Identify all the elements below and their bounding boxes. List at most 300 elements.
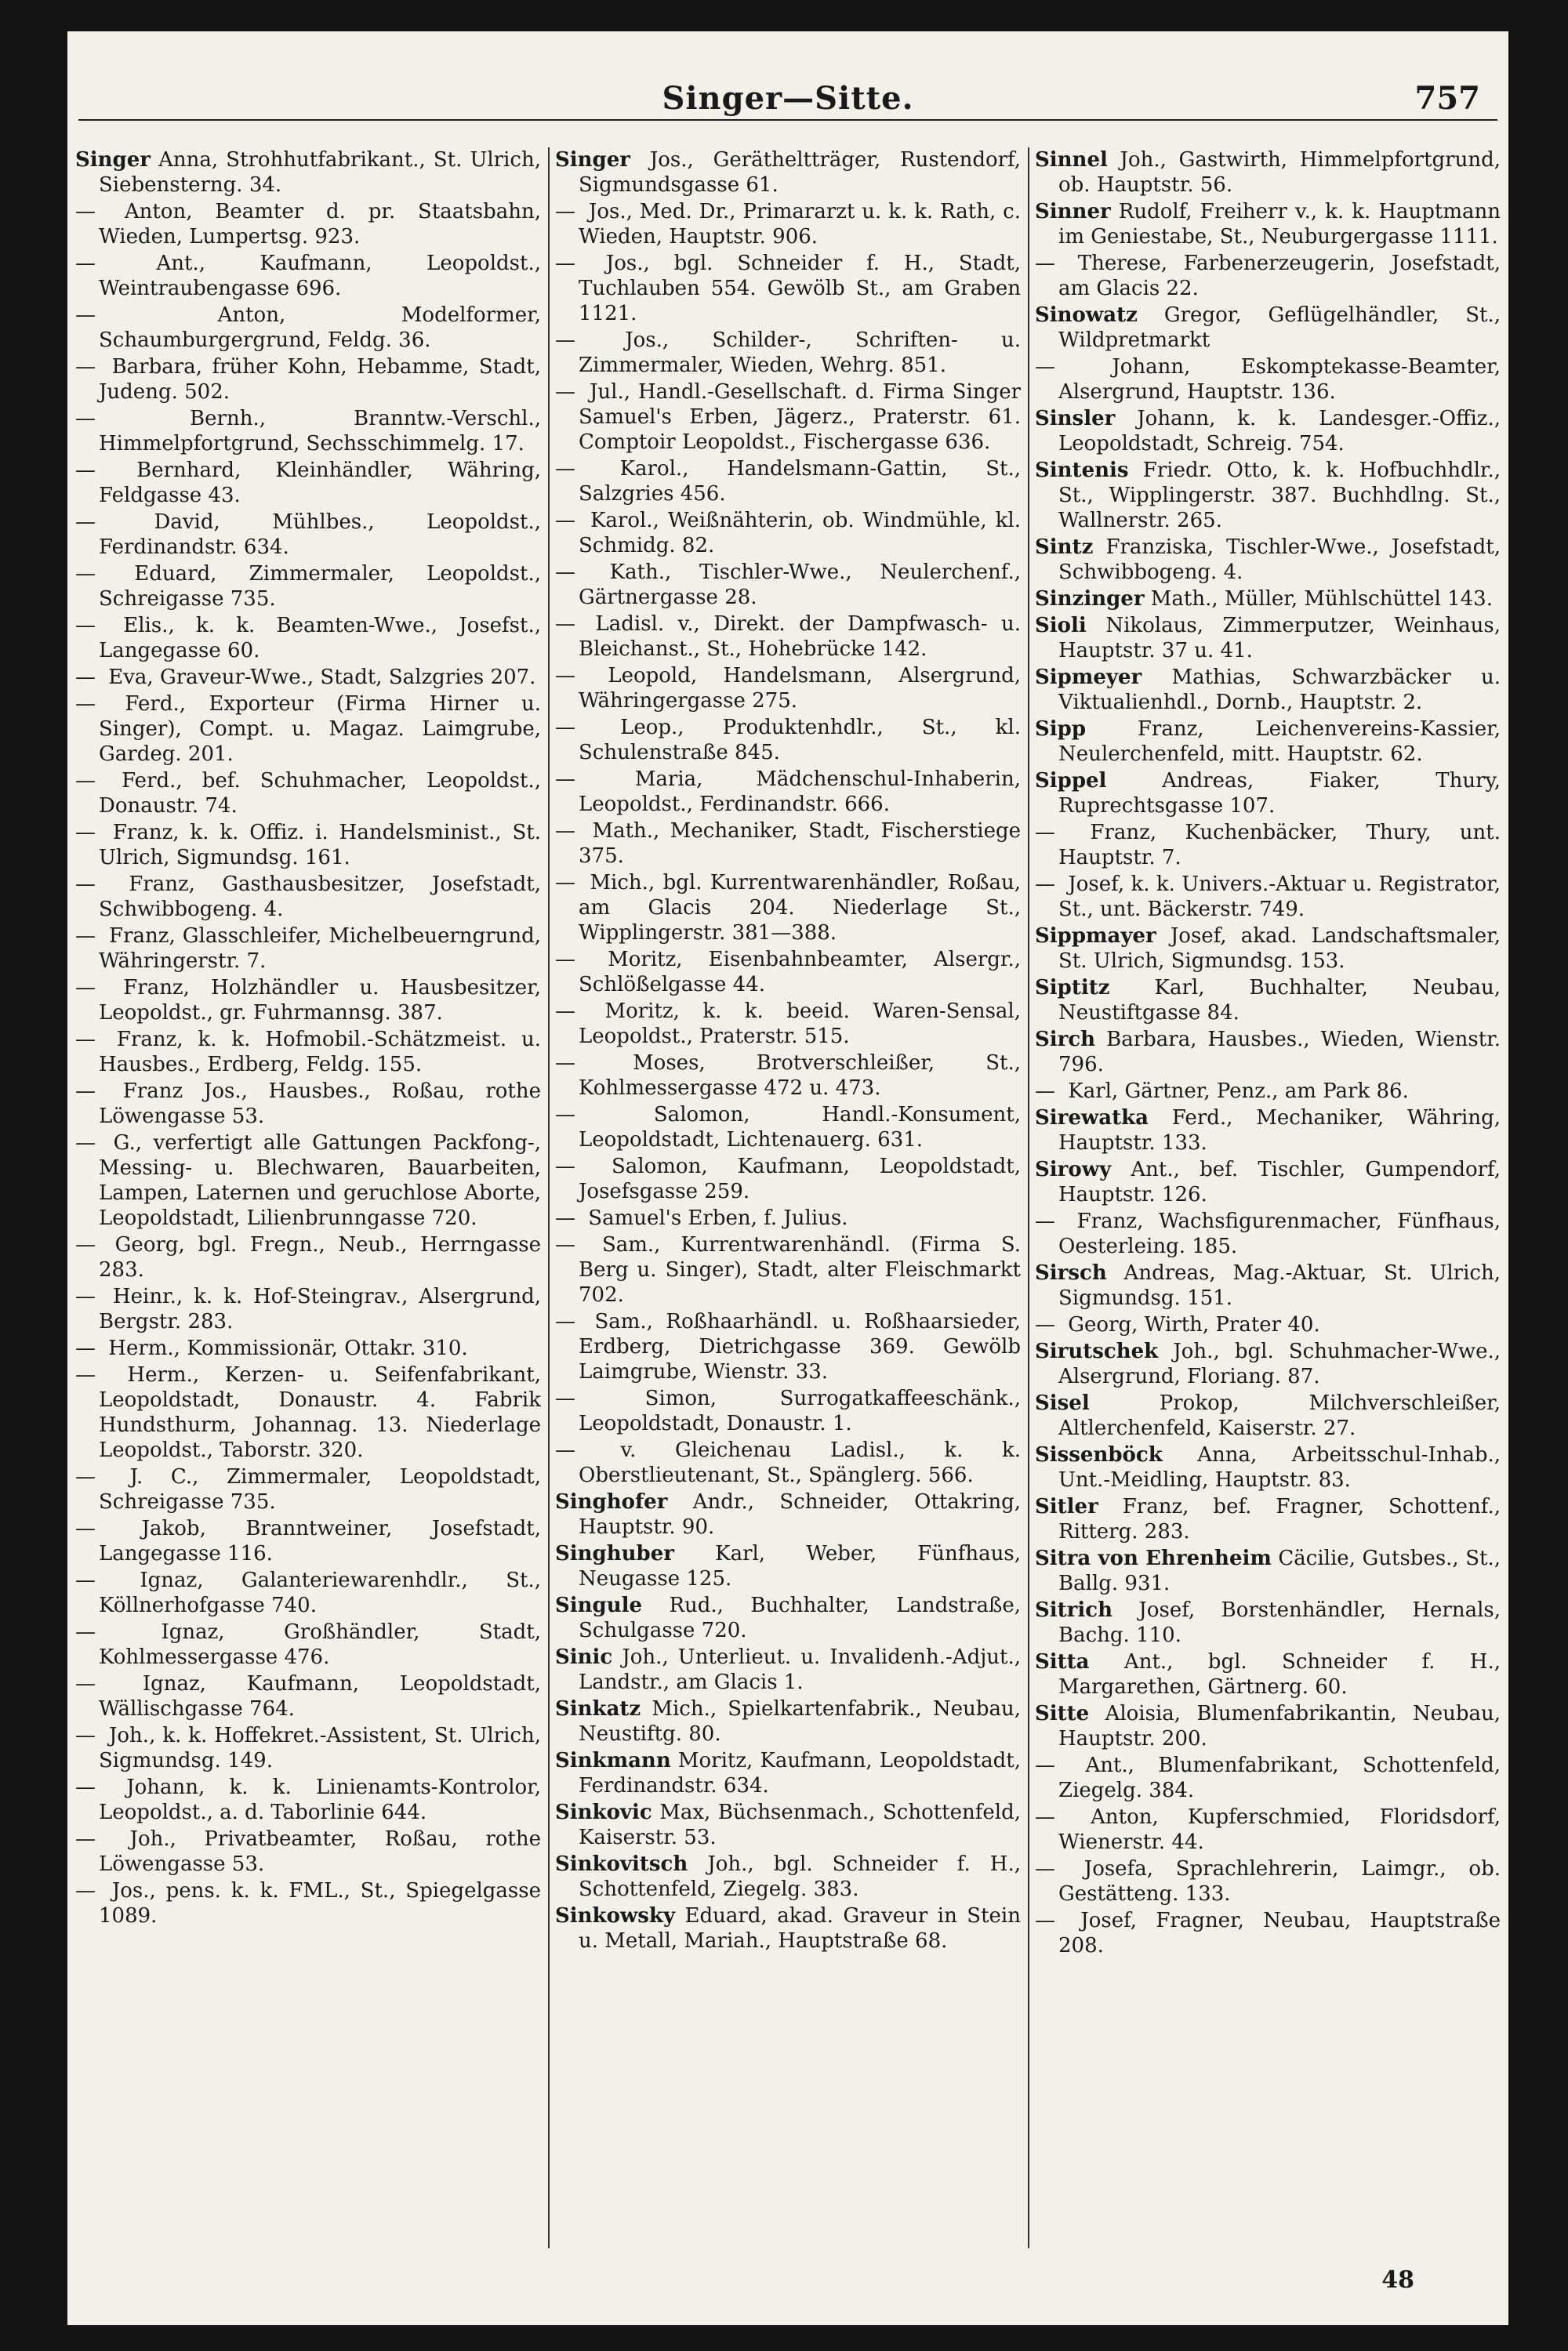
entry-details: G., verfertigt alle Gattungen Packfong-, Messing- u. Blechwaren, Bauarbeiten, Lampen, Laternen und geruchlose Aborte, Leopoldstadt, Lilienbrunngasse 720. — [99, 1131, 541, 1230]
entry-details: Mathias, Schwarzbäcker u. Viktualienhdl., Dornb., Hauptstr. 2. — [1058, 666, 1501, 714]
entry-details: Aloisia, Blumenfabrikantin, Neubau, Hauptstr. 200. — [1058, 1702, 1501, 1751]
page-header — [67, 80, 1508, 135]
entry-details: Samuel's Erben, f. Julius. — [588, 1206, 848, 1230]
directory-entry — [555, 560, 1021, 610]
directory-entry — [1035, 1649, 1501, 1700]
entry-details: Moritz, Kaufmann, Leopoldstadt, Ferdinandstr. 634. — [579, 1749, 1021, 1798]
entry-surname: Singer — [75, 148, 151, 172]
entry-details: Karol., Handelsmann-Gattin, St., Salzgries 456. — [579, 457, 1021, 506]
entry-details: Salomon, Handl.-Konsument, Leopoldstadt, Lichtenauerg. 631. — [579, 1103, 1021, 1152]
ditto-dash: — — [75, 666, 96, 689]
entry-details: Jos., Gerätheltträger, Rustendorf, Sigmundsgasse 61. — [579, 148, 1021, 197]
entry-surname: Sinic — [555, 1645, 613, 1669]
directory-entry — [555, 1645, 1021, 1695]
entry-details: Ant., Kaufmann, Leopoldst., Weintraubengasse 696. — [99, 252, 541, 300]
entry-details: Cäcilie, Gutsbes., St., Ballg. 931. — [1058, 1547, 1501, 1595]
ditto-dash: — — [75, 821, 96, 844]
directory-entry — [75, 251, 541, 301]
directory-entry — [555, 663, 1021, 713]
entry-details: Josef, akad. Landschaftsmaler, St. Ulrich, Sigmundsg. 153. — [1058, 924, 1501, 973]
ditto-dash: — — [75, 1028, 96, 1051]
ditto-dash: — — [1035, 252, 1055, 275]
ditto-dash: — — [555, 328, 575, 352]
page-number: 757 — [1414, 80, 1480, 117]
entry-surname: Sippel — [1035, 769, 1107, 793]
entry-surname: Sirch — [1035, 1028, 1096, 1051]
directory-entry — [555, 1748, 1021, 1798]
entry-surname: Sippmayer — [1035, 924, 1156, 948]
directory-entry — [1035, 768, 1501, 818]
directory-entry — [555, 1903, 1021, 1954]
directory-entry — [555, 999, 1021, 1049]
entry-details: Joh., bgl. Schuhmacher-Wwe., Alsergrund, Floriang. 87. — [1058, 1340, 1501, 1388]
entry-details: Ant., Blumenfabrikant, Schottenfeld, Ziegelg. 384. — [1058, 1754, 1501, 1802]
entry-surname: Sisel — [1035, 1391, 1090, 1415]
entry-details: Mich., bgl. Kurrentwarenhändler, Roßau, am Glacis 204. Niederlage St., Wipplingerstr. 381—388. — [579, 871, 1021, 945]
ditto-dash: — — [555, 716, 575, 739]
directory-entry — [1035, 1391, 1501, 1441]
ditto-dash: — — [75, 769, 96, 793]
entry-details: Elis., k. k. Beamten-Wwe., Josefst., Langegasse 60. — [99, 614, 541, 662]
directory-entry — [555, 1489, 1021, 1540]
entry-details: Ferd., Mechaniker, Währing, Hauptstr. 133. — [1058, 1106, 1501, 1155]
directory-entry — [1035, 1339, 1501, 1389]
entry-surname: Sinzinger — [1035, 587, 1145, 611]
directory-entry — [75, 147, 541, 198]
column-divider — [1028, 147, 1029, 2248]
ditto-dash: — — [75, 1233, 96, 1257]
entry-surname: Sinsler — [1035, 407, 1116, 430]
entry-details: Franz, Gasthausbesitzer, Josefstadt, Schwibbogeng. 4. — [99, 873, 541, 921]
entry-details: Ant., bgl. Schneider f. H., Margarethen, Gärtnerg. 60. — [1058, 1650, 1501, 1699]
ditto-dash: — — [75, 1620, 96, 1644]
directory-entry — [75, 458, 541, 508]
directory-entry — [75, 613, 541, 663]
ditto-dash: — — [75, 1827, 96, 1851]
entry-surname: Sinkovitsch — [555, 1852, 688, 1876]
entry-details: Ant., bef. Tischler, Gumpendorf, Hauptstr. 126. — [1058, 1158, 1501, 1206]
entry-details: Sam., Kurrentwarenhändl. (Firma S. Berg u. Singer), Stadt, alter Fleischmarkt 702. — [579, 1233, 1021, 1307]
column-right — [1035, 147, 1501, 2248]
ditto-dash: — — [1035, 1079, 1055, 1103]
directory-entry — [75, 1232, 541, 1283]
entry-surname: Sinowatz — [1035, 303, 1138, 327]
directory-entry — [555, 715, 1021, 765]
entry-details: Franz, k. k. Hofmobil.-Schätzmeist. u. Hausbes., Erdberg, Feldg. 155. — [99, 1028, 541, 1076]
ditto-dash: — — [75, 976, 96, 1000]
ditto-dash: — — [555, 1233, 575, 1257]
entry-details: Johann, Eskomptekasse-Beamter, Alsergrund, Hauptstr. 136. — [1058, 355, 1501, 404]
directory-entry — [1035, 1027, 1501, 1077]
entry-details: Johann, k. k. Landesger.-Offiz., Leopoldstadt, Schreig. 754. — [1058, 407, 1501, 455]
entry-details: Mich., Spielkartenfabrik., Neubau, Neustiftg. 80. — [579, 1697, 1021, 1746]
ditto-dash: — — [75, 355, 96, 379]
ditto-dash: — — [555, 871, 575, 894]
directory-entry — [555, 1438, 1021, 1488]
entry-details: Andr., Schneider, Ottakring, Hauptstr. 90. — [579, 1490, 1021, 1539]
header-rule — [78, 119, 1497, 121]
directory-entry — [75, 1775, 541, 1825]
entry-details: Friedr. Otto, k. k. Hofbuchhdlr., St., Wipplingerstr. 387. Buchhdlng. St., Wallnerstr. 265. — [1058, 459, 1501, 532]
directory-entry — [555, 1800, 1021, 1850]
directory-entry — [1035, 458, 1501, 533]
ditto-dash: — — [75, 692, 96, 716]
entry-details: Jos., bgl. Schneider f. H., Stadt, Tuchlauben 554. Gewölb St., am Graben 1121. — [579, 252, 1021, 325]
directory-entry — [555, 147, 1021, 198]
directory-entry — [1035, 1856, 1501, 1907]
entry-details: Rud., Buchhalter, Landstraße, Schulgasse 720. — [579, 1594, 1021, 1642]
directory-entry — [75, 975, 541, 1025]
directory-entry — [75, 406, 541, 456]
ditto-dash: — — [75, 873, 96, 896]
directory-entry — [1035, 1079, 1501, 1104]
entry-details: Moritz, k. k. beeid. Waren-Sensal, Leopoldst., Praterstr. 515. — [579, 1000, 1021, 1048]
directory-entry — [555, 1593, 1021, 1643]
entry-surname: Sirowy — [1035, 1158, 1112, 1181]
entry-details: Georg, bgl. Fregn., Neub., Herrngasse 283. — [99, 1233, 541, 1282]
entry-details: Jos., Schilder-, Schriften- u. Zimmermaler, Wieden, Wehrg. 851. — [579, 328, 1021, 377]
entry-surname: Sipp — [1035, 717, 1087, 741]
directory-entry — [75, 1130, 541, 1231]
entry-surname: Sitler — [1035, 1495, 1098, 1518]
entry-surname: Sinkovic — [555, 1801, 652, 1824]
ditto-dash: — — [555, 252, 575, 275]
ditto-dash: — — [555, 1439, 575, 1462]
directory-entry — [75, 561, 541, 611]
ditto-dash: — — [1035, 1210, 1055, 1233]
entry-details: Josef, Fragner, Neubau, Hauptstraße 208. — [1058, 1909, 1501, 1957]
directory-entry — [555, 1852, 1021, 1902]
ditto-dash: — — [555, 1206, 575, 1230]
entry-details: Anton, Modelformer, Schaumburgergrund, Feldg. 36. — [99, 303, 541, 352]
ditto-dash: — — [1035, 1909, 1055, 1932]
ditto-dash: — — [555, 664, 575, 688]
entry-details: Moses, Brotverschleißer, St., Kohlmessergasse 472 u. 473. — [579, 1051, 1021, 1100]
directory-entry — [1035, 975, 1501, 1025]
entry-surname: Sintenis — [1035, 459, 1129, 482]
directory-entry — [555, 1206, 1021, 1231]
directory-entry — [75, 665, 541, 690]
directory-entry — [75, 1027, 541, 1077]
directory-entry — [75, 1878, 541, 1928]
directory-entry — [75, 1336, 541, 1361]
running-head: Singer—Sitte. — [662, 80, 914, 117]
entry-details: Josef, Borstenhändler, Hernals, Bachg. 110. — [1058, 1598, 1501, 1647]
directory-entry — [1035, 586, 1501, 611]
entry-details: Andreas, Fiaker, Thury, Ruprechtsgasse 107. — [1058, 769, 1501, 818]
directory-entry — [555, 611, 1021, 662]
entry-details: Josefa, Sprachlehrerin, Laimgr., ob. Gestätteng. 133. — [1058, 1857, 1501, 1906]
entry-surname: Sirsch — [1035, 1261, 1107, 1285]
directory-entry — [1035, 923, 1501, 974]
entry-surname: Sinnel — [1035, 148, 1108, 172]
entry-details: Eva, Graveur-Wwe., Stadt, Salzgries 207. — [108, 666, 536, 689]
entry-details: Barbara, früher Kohn, Hebamme, Stadt, Judeng. 502. — [99, 355, 541, 404]
entry-details: Prokop, Milchverschleißer, Altlerchenfeld, Kaiserstr. 27. — [1058, 1391, 1501, 1440]
entry-details: Georg, Wirth, Prater 40. — [1068, 1313, 1320, 1337]
entry-details: Joh., Privatbeamter, Roßau, rothe Löwengasse 53. — [99, 1827, 541, 1876]
entry-details: Anna, Arbeitsschul-Inhab., Unt.-Meidling, Hauptstr. 83. — [1058, 1443, 1501, 1492]
entry-details: Kath., Tischler-Wwe., Neulerchenf., Gärtnergasse 28. — [579, 561, 1021, 609]
entry-surname: Siptitz — [1035, 976, 1110, 1000]
directory-entry — [555, 1050, 1021, 1101]
entry-details: Joh., k. k. Hoffekret.-Assistent, St. Ulrich, Sigmundsg. 149. — [99, 1724, 541, 1772]
directory-entry — [1035, 872, 1501, 922]
directory-entry — [75, 768, 541, 818]
entry-details: Joh., Unterlieut. u. Invalidenh.-Adjut., Landstr., am Glacis 1. — [579, 1645, 1021, 1694]
ditto-dash: — — [75, 1879, 96, 1903]
ditto-dash: — — [555, 612, 575, 636]
ditto-dash: — — [75, 1131, 96, 1155]
entry-details: Franz, Leichenvereins-Kassier, Neulerchenfeld, mitt. Hauptstr. 62. — [1058, 717, 1501, 766]
directory-entry — [75, 1284, 541, 1334]
entry-details: J. C., Zimmermaler, Leopoldstadt, Schreigasse 735. — [99, 1465, 541, 1514]
ditto-dash: — — [75, 1285, 96, 1308]
entry-details: Eduard, akad. Graveur in Stein u. Metall, Mariah., Hauptstraße 68. — [579, 1904, 1021, 1953]
entry-details: Sam., Roßhaarhändl. u. Roßhaarsieder, Erdberg, Dietrichgasse 369. Gewölb Laimgrube, Wienstr. 33. — [579, 1310, 1021, 1384]
entry-surname: Sirutschek — [1035, 1340, 1159, 1363]
ditto-dash: — — [75, 1517, 96, 1540]
ditto-dash: — — [1035, 1857, 1055, 1881]
entry-surname: Sitte — [1035, 1702, 1090, 1725]
ditto-dash: — — [555, 1387, 575, 1410]
entry-details: Anton, Beamter d. pr. Staatsbahn, Wieden, Lumpertsg. 923. — [99, 200, 541, 249]
entry-surname: Sintz — [1035, 535, 1094, 559]
entry-details: Moritz, Eisenbahnbeamter, Alsergr., Schlößelgasse 44. — [579, 948, 1021, 996]
entry-surname: Sinkmann — [555, 1749, 671, 1772]
directory-entry — [1035, 613, 1501, 663]
entry-surname: Sinkowsky — [555, 1904, 676, 1928]
entry-details: Jos., Med. Dr., Primararzt u. k. k. Rath, c. Wieden, Hauptstr. 906. — [579, 200, 1021, 249]
ditto-dash: — — [1035, 1313, 1055, 1337]
entry-details: Franz, Kuchenbäcker, Thury, unt. Hauptstr. 7. — [1058, 821, 1501, 869]
ditto-dash: — — [555, 1155, 575, 1178]
entry-details: Simon, Surrogatkaffeeschänk., Leopoldstadt, Donaustr. 1. — [579, 1387, 1021, 1435]
entry-details: Salomon, Kaufmann, Leopoldstadt, Josefsgasse 259. — [579, 1155, 1021, 1203]
entry-details: Joh., Gastwirth, Himmelpfortgrund, ob. Hauptstr. 56. — [1058, 148, 1501, 197]
entry-details: Andreas, Mag.-Aktuar, St. Ulrich, Sigmundsg. 151. — [1058, 1261, 1501, 1310]
entry-details: Herm., Kommissionär, Ottakr. 310. — [108, 1337, 468, 1360]
column-divider — [548, 147, 550, 2248]
entry-details: Ignaz, Großhändler, Stadt, Kohlmessergasse 476. — [99, 1620, 541, 1669]
entry-details: Max, Büchsenmach., Schottenfeld, Kaiserstr. 53. — [579, 1801, 1021, 1849]
directory-entry — [1035, 1908, 1501, 1958]
directory-entry — [1035, 1494, 1501, 1544]
ditto-dash: — — [1035, 355, 1055, 379]
entry-details: Leop., Produktenhdlr., St., kl. Schulenstraße 845. — [579, 716, 1021, 764]
ditto-dash: — — [555, 1051, 575, 1075]
directory-entry — [555, 199, 1021, 249]
ditto-dash: — — [75, 562, 96, 586]
entry-surname: Singhuber — [555, 1542, 674, 1566]
entry-surname: Sipmeyer — [1035, 666, 1142, 689]
ditto-dash: — — [555, 1000, 575, 1023]
ditto-dash: — — [75, 1465, 96, 1489]
directory-entry — [75, 872, 541, 922]
entry-details: Ignaz, Galanteriewarenhdlr., St., Köllnerhofgasse 740. — [99, 1569, 541, 1617]
entry-details: Math., Mechaniker, Stadt, Fischerstiege 375. — [579, 819, 1021, 868]
directory-entry — [75, 1723, 541, 1773]
entry-details: Ferd., Exporteur (Firma Hirner u. Singer), Compt. u. Magaz. Laimgrube, Gardeg. 201. — [99, 692, 541, 766]
ditto-dash: — — [555, 457, 575, 481]
ditto-dash: — — [1035, 873, 1055, 896]
entry-details: Karl, Weber, Fünfhaus, Neugasse 125. — [579, 1542, 1021, 1591]
directory-entry — [75, 1827, 541, 1877]
ditto-dash: — — [1035, 1805, 1055, 1829]
ditto-dash: — — [75, 1569, 96, 1592]
directory-entry — [555, 767, 1021, 817]
directory-entry — [1035, 1209, 1501, 1259]
entry-details: Franz Jos., Hausbes., Roßau, rothe Löwengasse 53. — [99, 1079, 541, 1128]
directory-entry — [1035, 665, 1501, 715]
directory-entry — [75, 1079, 541, 1129]
entry-details: Ferd., bef. Schuhmacher, Leopoldst., Donaustr. 74. — [99, 769, 541, 818]
directory-entry — [75, 1464, 541, 1515]
directory-entry — [555, 1386, 1021, 1436]
entry-details: Jakob, Branntweiner, Josefstadt, Langegasse 116. — [99, 1517, 541, 1566]
directory-entry — [75, 303, 541, 353]
directory-entry — [1035, 251, 1501, 301]
ditto-dash: — — [75, 1363, 96, 1387]
directory-entry — [75, 1568, 541, 1618]
entry-details: Gregor, Geflügelhändler, St., Wildpretmarkt — [1058, 303, 1501, 352]
ditto-dash: — — [75, 200, 96, 223]
directory-entry — [75, 691, 541, 767]
directory-entry — [1035, 1701, 1501, 1751]
entry-details: Maria, Mädchenschul-Inhaberin, Leopoldst., Ferdinandstr. 666. — [579, 767, 1021, 816]
ditto-dash: — — [555, 380, 575, 404]
entry-surname: Sirewatka — [1035, 1106, 1149, 1130]
directory-entry — [75, 354, 541, 405]
entry-details: Franz, bef. Fragner, Schottenf., Ritterg. 283. — [1058, 1495, 1501, 1544]
entry-details: Joh., bgl. Schneider f. H., Schottenfeld, Ziegelg. 383. — [579, 1852, 1021, 1901]
sheet-number: 48 — [1381, 2266, 1414, 2294]
entry-surname: Sitta — [1035, 1650, 1090, 1674]
directory-entry — [555, 251, 1021, 326]
directory-entry — [1035, 1105, 1501, 1156]
directory-entry — [555, 947, 1021, 997]
entry-surname: Sinner — [1035, 200, 1111, 223]
ditto-dash: — — [75, 303, 96, 327]
entry-details: Bernhard, Kleinhändler, Währing, Feldgasse 43. — [99, 459, 541, 507]
ditto-dash: — — [75, 459, 96, 482]
directory-entry — [1035, 354, 1501, 405]
ditto-dash: — — [555, 200, 575, 223]
entry-surname: Singule — [555, 1594, 643, 1617]
entry-surname: Singhofer — [555, 1490, 668, 1514]
column-left — [75, 147, 541, 2248]
entry-details: Bernh., Branntw.-Verschl., Himmelpfortgrund, Sechsschimmelg. 17. — [99, 407, 541, 455]
entry-details: Heinr., k. k. Hof-Steingrav., Alsergrund, Bergstr. 283. — [99, 1285, 541, 1333]
entry-details: Nikolaus, Zimmerputzer, Weinhaus, Hauptstr. 37 u. 41. — [1058, 614, 1501, 662]
entry-details: David, Mühlbes., Leopoldst., Ferdinandstr. 634. — [99, 510, 541, 559]
directory-entry — [555, 1232, 1021, 1308]
directory-entry — [1035, 199, 1501, 249]
column-middle — [555, 147, 1021, 2248]
entry-details: Karl, Gärtner, Penz., am Park 86. — [1068, 1079, 1409, 1103]
directory-entry — [75, 1671, 541, 1722]
directory-entry — [75, 1516, 541, 1566]
directory-entry — [1035, 406, 1501, 456]
entry-details: Rudolf, Freiherr v., k. k. Hauptmann im Geniestabe, St., Neuburgergasse 1111. — [1058, 200, 1501, 249]
directory-entry — [75, 1362, 541, 1463]
directory-entry — [1035, 1598, 1501, 1648]
ditto-dash: — — [1035, 821, 1055, 844]
ditto-dash: — — [75, 1724, 96, 1747]
ditto-dash: — — [75, 1337, 96, 1360]
entry-details: Johann, k. k. Linienamts-Kontrolor, Leopoldst., a. d. Taborlinie 644. — [99, 1776, 541, 1824]
ditto-dash: — — [555, 1310, 575, 1333]
directory-entry — [75, 199, 541, 249]
directory-entry — [1035, 717, 1501, 767]
entry-surname: Sinkatz — [555, 1697, 641, 1721]
directory-entry — [1035, 1157, 1501, 1207]
ditto-dash: — — [555, 819, 575, 843]
ditto-dash: — — [555, 1103, 575, 1127]
entry-surname: Sioli — [1035, 614, 1087, 637]
ditto-dash: — — [555, 767, 575, 791]
entry-details: Anna, Strohhutfabrikant., St. Ulrich, Siebensterng. 34. — [99, 148, 541, 197]
directory-entry — [555, 1309, 1021, 1384]
directory-entry — [555, 1541, 1021, 1591]
ditto-dash: — — [75, 924, 96, 948]
entry-details: Franz, Holzhändler u. Hausbesitzer, Leopoldst., gr. Fuhrmannsg. 387. — [99, 976, 541, 1025]
directory-entry — [555, 1696, 1021, 1747]
entry-details: Ladisl. v., Direkt. der Dampfwasch- u. Bleichanst., St., Hohebrücke 142. — [579, 612, 1021, 661]
directory-entry — [555, 1102, 1021, 1152]
entry-details: Jos., pens. k. k. FML., St., Spiegelgasse 1089. — [99, 1879, 541, 1928]
directory-entry — [1035, 147, 1501, 198]
directory-entry — [1035, 1261, 1501, 1311]
ditto-dash: — — [75, 407, 96, 430]
ditto-dash: — — [75, 252, 96, 275]
entry-surname: Sissenböck — [1035, 1443, 1163, 1467]
entry-details: Math., Müller, Mühlschüttel 143. — [1150, 587, 1493, 611]
directory-entry — [75, 510, 541, 560]
directory-entry — [1035, 1546, 1501, 1596]
directory-entry — [1035, 535, 1501, 585]
entry-details: Herm., Kerzen- u. Seifenfabrikant, Leopoldstadt, Donaustr. 4. Fabrik Hundsthurm, Johannag. 13. Niederlage Leopoldst., Taborstr. 320. — [99, 1363, 541, 1462]
ditto-dash: — — [555, 509, 575, 532]
entry-surname: Sitra von Ehrenheim — [1035, 1547, 1272, 1570]
entry-surname: Singer — [555, 148, 630, 172]
directory-entry — [1035, 1753, 1501, 1803]
ditto-dash: — — [75, 510, 96, 534]
directory-entry — [555, 328, 1021, 378]
entry-details: Karl, Buchhalter, Neubau, Neustiftgasse 84. — [1058, 976, 1501, 1025]
directory-entry — [555, 818, 1021, 869]
directory-entry — [555, 456, 1021, 506]
directory-entry — [555, 870, 1021, 945]
entry-surname: Sitrich — [1035, 1598, 1112, 1622]
directory-entry — [1035, 1442, 1501, 1493]
directory-entry — [75, 820, 541, 870]
entry-details: Leopold, Handelsmann, Alsergrund, Währingergasse 275. — [579, 664, 1021, 713]
entry-details: Franz, k. k. Offiz. i. Handelsminist., St. Ulrich, Sigmundsg. 161. — [99, 821, 541, 869]
entry-details: Therese, Farbenerzeugerin, Josefstadt, am Glacis 22. — [1058, 252, 1501, 300]
ditto-dash: — — [75, 1672, 96, 1696]
ditto-dash: — — [75, 1079, 96, 1103]
directory-entry — [555, 1154, 1021, 1204]
entry-details: Franz, Glasschleifer, Michelbeuerngrund, Währingerstr. 7. — [99, 924, 541, 973]
ditto-dash: — — [555, 561, 575, 584]
directory-entry — [555, 379, 1021, 455]
directory-entry — [1035, 1805, 1501, 1855]
entry-details: Josef, k. k. Univers.-Aktuar u. Registrator, St., unt. Bäckerstr. 749. — [1058, 873, 1501, 921]
directory-entry — [75, 1620, 541, 1670]
directory-entry — [555, 508, 1021, 558]
entry-details: Ignaz, Kaufmann, Leopoldstadt, Wällischgasse 764. — [99, 1672, 541, 1721]
